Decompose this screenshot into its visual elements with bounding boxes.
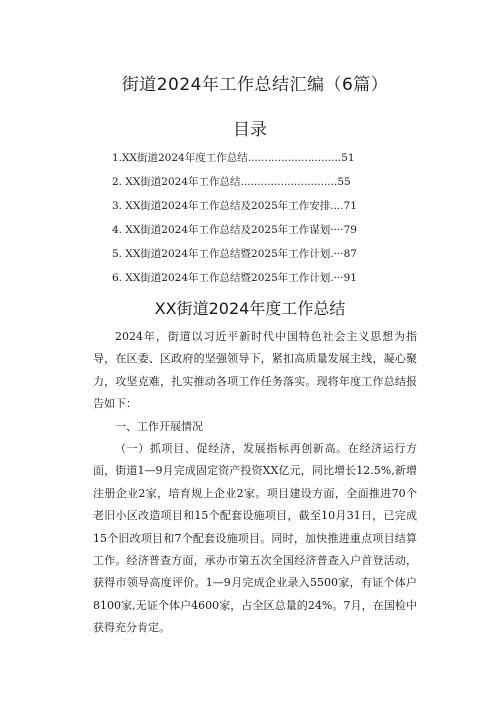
toc-item: 5. XX街道2024年工作总结暨2025年工作计划.···87 <box>112 248 357 260</box>
paragraph: 2024年，街道以习近平新时代中国特色社会主义思想为指导，在区委、区政府的坚强领导下，紧扣高质量发展主线，凝心聚力，攻坚克难，扎实推动各项工作任务落实。现将年度工作总结报告如下： <box>93 330 417 411</box>
toc-item: 3. XX街道2024年工作总结及2025年工作安排....71 <box>112 200 357 212</box>
toc-item: 6. XX街道2024年工作总结暨2025年工作计划.···91 <box>112 272 357 284</box>
document-title: 街道2024年工作总结汇编（6篇） <box>121 75 389 95</box>
paragraph: （一）抓项目、促经济，发展指标再创新高。在经济运行方面，街道1—9月完成固定资产投资XX亿元，同比增长12.5%,新增注册企业2家，培育规上企业2家。项目建设方面，全面推进70个老旧小区改造项目和15个配套设施项目，截至10月31日，已完成15个旧改项目和7个配套设施项目。同时，加快推进重点项目结算工作。经济普查方面，承办市第五次全国经济普查入户首登活动，获得市领导高度评价。1—9月完成企业录入5500家，有证个体户8100家,无证个体户4600家，占全区总量的24%。7月，在国检中获得充分肯定。 <box>93 442 417 635</box>
section-title: XX街道2024年度工作总结 <box>154 299 346 318</box>
toc-heading: 目录 <box>233 120 267 140</box>
toc-item: 4. XX街道2024年工作总结及2025年工作谋划····79 <box>112 224 357 236</box>
toc-item: 1.XX街道2024年度工作总结............................51 <box>112 152 355 164</box>
body-text <box>93 326 417 640</box>
toc-item: 2. XX街道2024年工作总结.............................55 <box>112 176 351 188</box>
section-heading: 一、工作开展情况 <box>115 419 203 433</box>
